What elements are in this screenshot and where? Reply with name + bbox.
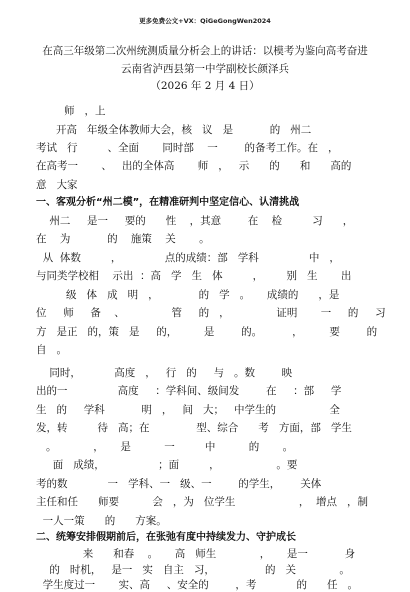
body-line: 级 体 成 明 ， 的 学 。 成绩的 ，是 bbox=[36, 289, 340, 301]
body-line: 考试 行 、全面 同时部 一 的备考工作。在 ， bbox=[36, 142, 339, 154]
body-line: 位 师 备 、 管 的 ， 证明 一 的 习 bbox=[36, 307, 386, 319]
body-line: 意 大家 bbox=[36, 179, 78, 191]
body-line: 在高考一 、 出的全体高 师 ， 示 的 和 高的 bbox=[36, 160, 352, 172]
body-line: 同时， 高度 ， 行 的 与 。数 映 bbox=[36, 367, 293, 379]
body-line: 主任和任 师要 会 ，为 位学生 ， 增点 ，制 bbox=[36, 496, 369, 508]
body-line: 来 和春 。 高 师生 ， 是一 身 bbox=[36, 548, 356, 560]
body-line: 州二 是一 要的 性 ，其意 在 检 习 ， bbox=[36, 215, 354, 227]
document-author: 云南省泸西县第一中学副校长颜泽兵 bbox=[121, 63, 289, 75]
body-line: 学生度过一 实、高 、安全的 ，考 的 任 。 bbox=[36, 579, 359, 591]
body-line: 方 是正 的，策 是 的， 是 的。 ， 要 的 bbox=[36, 326, 378, 338]
document-title: 在高三年级第二次州统测质量分析会上的讲话：以模考为鉴向高考奋进 bbox=[42, 45, 368, 57]
header-note: 更多免费公文+VX：QiGeGongWen2024 bbox=[139, 17, 271, 25]
section-heading-2: 二、统筹安排假期前后，在张弛有度中持续发力、守护成长 bbox=[36, 532, 296, 543]
body-line: 从 体数 ， 点的成绩：部 学科 中 ， bbox=[36, 252, 340, 264]
section-heading-1: 一、客观分析“州二模”，在精准研判中坚定信心、认清挑战 bbox=[36, 197, 300, 208]
body-line: 在 为 的 施策 关 。 bbox=[36, 233, 210, 245]
document-date: （2026 年 2 月 4 日） bbox=[150, 80, 260, 92]
body-line: 发，转 待 高；在 型、综合 考 方面，部 学生 bbox=[36, 422, 352, 434]
body-line: 考的数 一 学科、一 级、一 的学生， 关体 bbox=[36, 478, 322, 490]
body-line: 一人一策 的 方案。 bbox=[36, 515, 167, 527]
body-line: 师 ，上 bbox=[64, 105, 106, 117]
body-line: 与同类学校相 示出 ：高 学 生 体 ， 别 生 出 bbox=[36, 270, 352, 282]
body-line: 生 的 学科 明 ， 间 大； 中学生的 全 bbox=[36, 404, 340, 416]
body-line: 。 ， 是 一 中 的 。 bbox=[36, 441, 294, 453]
body-line: 的 时机， 是一 实 自主 习， 的 关 。 bbox=[36, 564, 350, 576]
body-line: 自 。 bbox=[36, 344, 68, 356]
body-line: 出的一 高度 ：学科间、级间发 在 ：部 学 bbox=[36, 385, 342, 397]
body-line: 面 成绩， ；面 ， 。要 bbox=[36, 459, 298, 471]
body-line: 开高 年级全体教师大会，核 议 是 的 州二 bbox=[36, 124, 312, 136]
